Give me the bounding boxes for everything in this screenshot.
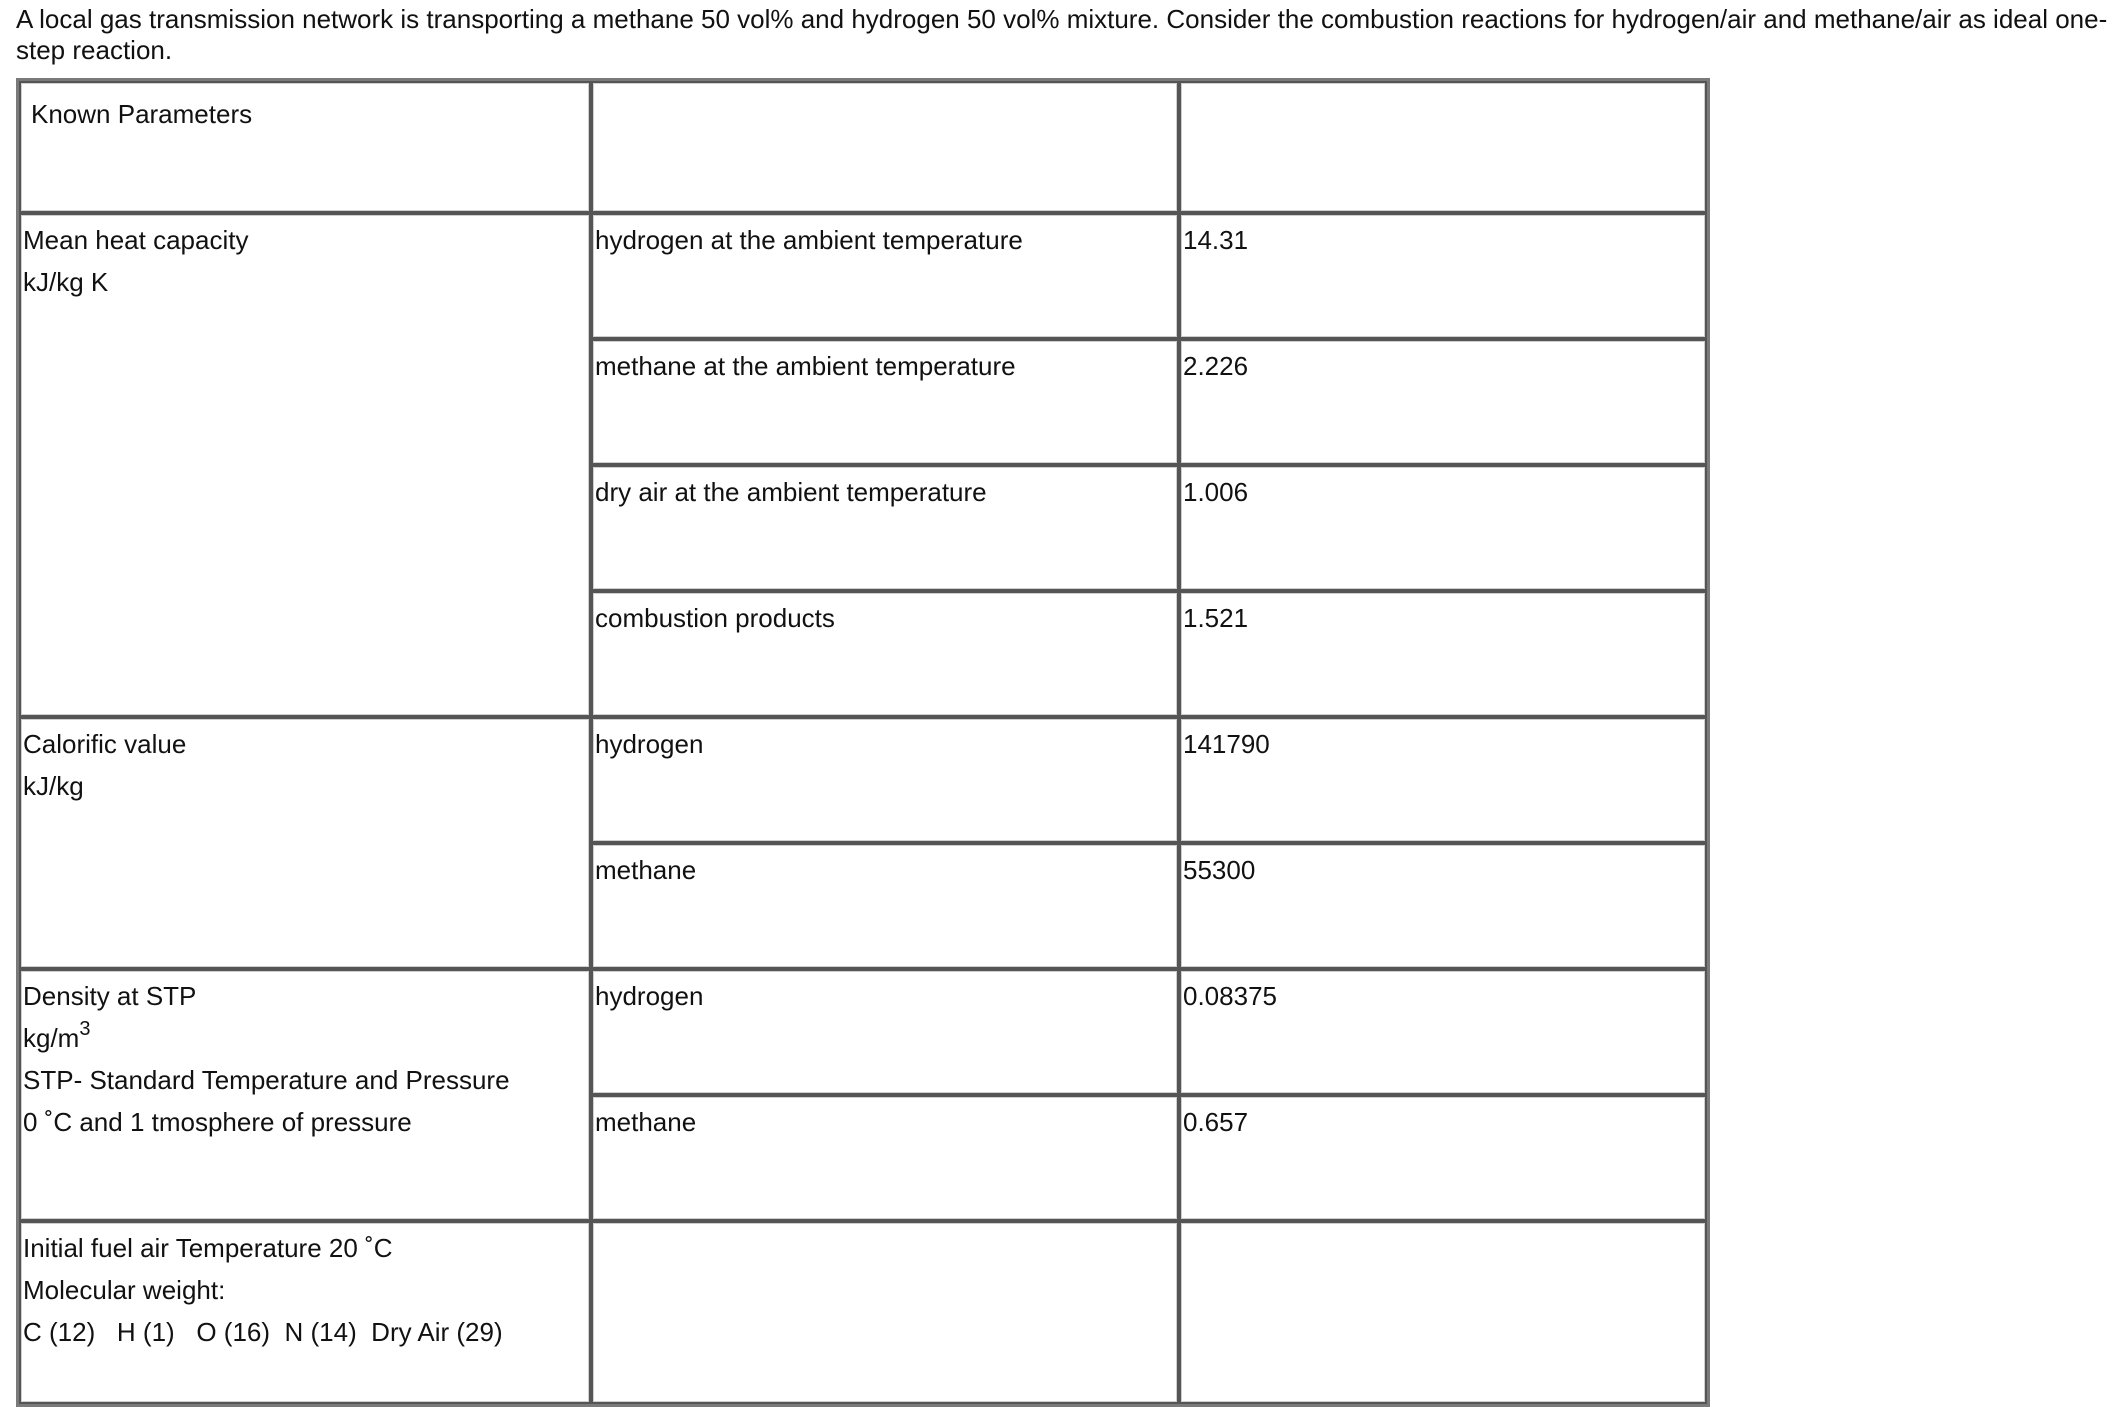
heat-capacity-label-cell [19, 213, 591, 717]
footer-info-cell [19, 1221, 591, 1404]
empty-cell [1179, 1221, 1707, 1404]
molecular-weights: C (12) H (1) O (16) N (14) Dry Air (29) [23, 1317, 503, 1347]
heat-capacity-value: 14.31 [1179, 213, 1707, 339]
stp-definition: STP- Standard Temperature and Pressure [23, 1065, 510, 1095]
empty-cell [591, 1221, 1179, 1404]
density-label: Density at STP [23, 981, 197, 1011]
heat-capacity-item: hydrogen at the ambient temperature [591, 213, 1179, 339]
density-value: 0.08375 [1179, 969, 1707, 1095]
table-row [19, 1221, 1707, 1404]
density-unit [23, 1017, 587, 1059]
table-row [19, 213, 1707, 339]
heat-capacity-label: Mean heat capacity [23, 225, 249, 255]
calorific-item: hydrogen [591, 717, 1179, 843]
empty-cell [591, 81, 1179, 213]
heat-capacity-item: methane at the ambient temperature [591, 339, 1179, 465]
heat-capacity-value: 1.521 [1179, 591, 1707, 717]
calorific-label: Calorific value [23, 729, 187, 759]
stp-conditions: 0 ˚C and 1 tmosphere of pressure [23, 1107, 412, 1137]
calorific-item: methane [591, 843, 1179, 969]
table-row [19, 969, 1707, 1095]
density-item: methane [591, 1095, 1179, 1221]
problem-statement: A local gas transmission network is transporting a methane 50 vol% and hydrogen 50 vol% mixture. Consider the combustion reactions for hydrogen/air and methane/air as ideal one-step reaction. [16, 4, 2108, 65]
known-parameters-table [16, 78, 1710, 1407]
calorific-value: 55300 [1179, 843, 1707, 969]
density-value: 0.657 [1179, 1095, 1707, 1221]
table-header-row [19, 81, 1707, 213]
density-label-cell [19, 969, 591, 1221]
calorific-unit: kJ/kg [23, 771, 84, 801]
table-row [19, 717, 1707, 843]
density-item: hydrogen [591, 969, 1179, 1095]
heat-capacity-item: dry air at the ambient temperature [591, 465, 1179, 591]
heat-capacity-value: 1.006 [1179, 465, 1707, 591]
heat-capacity-item: combustion products [591, 591, 1179, 717]
molecular-weight-label: Molecular weight: [23, 1275, 226, 1305]
calorific-value: 141790 [1179, 717, 1707, 843]
heat-capacity-value: 2.226 [1179, 339, 1707, 465]
density-unit-exponent: 3 [79, 1018, 91, 1040]
initial-temperature: Initial fuel air Temperature 20 ˚C [23, 1233, 393, 1263]
density-unit-base: kg/m [23, 1023, 80, 1053]
heat-capacity-unit: kJ/kg K [23, 267, 109, 297]
empty-cell [1179, 81, 1707, 213]
known-parameters-header: Known Parameters [19, 81, 591, 213]
calorific-label-cell [19, 717, 591, 969]
